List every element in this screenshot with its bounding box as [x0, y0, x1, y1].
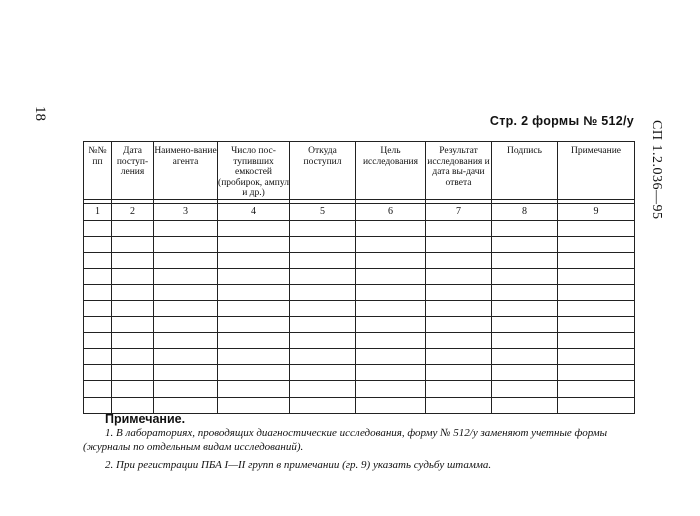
table-cell — [558, 300, 635, 316]
table-cell — [356, 349, 426, 365]
column-number: 3 — [154, 203, 218, 220]
header-cell-result: Результат исследования и дата вы-дачи ответа — [426, 142, 492, 200]
table-cell — [356, 300, 426, 316]
table-cell — [154, 236, 218, 252]
table-cell — [558, 381, 635, 397]
table-cell — [558, 284, 635, 300]
table-cell — [84, 349, 112, 365]
table-row — [84, 220, 635, 236]
table-cell — [154, 284, 218, 300]
header-cell-date: Дата поступ-ления — [112, 142, 154, 200]
table-cell — [112, 252, 154, 268]
table-cell — [290, 333, 356, 349]
table-cell — [356, 252, 426, 268]
table-cell — [492, 365, 558, 381]
table-cell — [154, 220, 218, 236]
column-number: 1 — [84, 203, 112, 220]
table-cell — [218, 365, 290, 381]
table-cell — [112, 317, 154, 333]
table-cell — [426, 349, 492, 365]
header-cell-source: Откуда поступил — [290, 142, 356, 200]
header-cell-purpose: Цель исследования — [356, 142, 426, 200]
table-cell — [154, 300, 218, 316]
table-cell — [84, 284, 112, 300]
table-row — [84, 284, 635, 300]
table-cell — [356, 236, 426, 252]
table-cell — [218, 300, 290, 316]
table-cell — [356, 284, 426, 300]
table-cell — [112, 236, 154, 252]
table-cell — [558, 236, 635, 252]
column-number: 8 — [492, 203, 558, 220]
table-row — [84, 349, 635, 365]
table-cell — [290, 381, 356, 397]
column-number: 7 — [426, 203, 492, 220]
table-cell — [426, 252, 492, 268]
table-cell — [492, 268, 558, 284]
table-cell — [84, 333, 112, 349]
table-cell — [492, 381, 558, 397]
table-cell — [154, 333, 218, 349]
header-cell-containers: Число пос-тупивших емкостей (пробирок, ампул и др.) — [218, 142, 290, 200]
header-row — [84, 142, 635, 200]
table-cell — [84, 397, 112, 413]
table-cell — [218, 252, 290, 268]
table-cell — [154, 349, 218, 365]
table-cell — [492, 252, 558, 268]
table-cell — [558, 349, 635, 365]
table-cell — [290, 317, 356, 333]
table-cell — [84, 236, 112, 252]
table-cell — [492, 397, 558, 413]
table-cell — [356, 333, 426, 349]
document-code: СП 1.2.036—95 — [649, 120, 664, 220]
table-cell — [84, 300, 112, 316]
table-cell — [558, 365, 635, 381]
table-cell — [558, 333, 635, 349]
table-cell — [112, 349, 154, 365]
register-table — [83, 141, 635, 414]
table-cell — [426, 317, 492, 333]
table-cell — [84, 365, 112, 381]
table-cell — [290, 236, 356, 252]
table-cell — [112, 284, 154, 300]
table-cell — [290, 397, 356, 413]
form-title: Стр. 2 формы № 512/у — [489, 114, 634, 128]
table-cell — [290, 300, 356, 316]
column-number: 5 — [290, 203, 356, 220]
table-cell — [356, 268, 426, 284]
table-cell — [558, 252, 635, 268]
table-cell — [356, 365, 426, 381]
table-cell — [558, 397, 635, 413]
table-cell — [154, 268, 218, 284]
header-cell-number: №№ пп — [84, 142, 112, 200]
table-cell — [356, 220, 426, 236]
table-cell — [356, 397, 426, 413]
table-cell — [492, 300, 558, 316]
table-row — [84, 365, 635, 381]
table-cell — [492, 284, 558, 300]
table-row — [84, 252, 635, 268]
table-cell — [218, 284, 290, 300]
table-cell — [84, 252, 112, 268]
table-cell — [154, 317, 218, 333]
table-cell — [426, 284, 492, 300]
column-number: 4 — [218, 203, 290, 220]
table-cell — [154, 397, 218, 413]
table-cell — [290, 252, 356, 268]
table-cell — [492, 317, 558, 333]
table-cell — [492, 333, 558, 349]
table-cell — [426, 365, 492, 381]
header-cell-agent: Наимено-вание агента — [154, 142, 218, 200]
table-cell — [84, 381, 112, 397]
table-cell — [356, 381, 426, 397]
table-cell — [112, 397, 154, 413]
table-cell — [426, 220, 492, 236]
table-cell — [218, 317, 290, 333]
table-cell — [492, 220, 558, 236]
table-row — [84, 268, 635, 284]
table-cell — [154, 365, 218, 381]
table-cell — [84, 220, 112, 236]
table-cell — [290, 365, 356, 381]
table-cell — [218, 268, 290, 284]
table-cell — [154, 252, 218, 268]
table-row — [84, 397, 635, 413]
table-cell — [492, 349, 558, 365]
table-cell — [218, 333, 290, 349]
table-cell — [426, 397, 492, 413]
table-cell — [492, 236, 558, 252]
table-cell — [426, 300, 492, 316]
note-item: 2. При регистрации ПБА I—II групп в примечании (гр. 9) указать судьбу штамма. — [105, 459, 492, 471]
table-cell — [112, 365, 154, 381]
table-row — [84, 236, 635, 252]
table-row — [84, 381, 635, 397]
table-cell — [112, 268, 154, 284]
table-row — [84, 317, 635, 333]
column-number: 9 — [558, 203, 635, 220]
table-cell — [426, 268, 492, 284]
notes-heading: Примечание. — [105, 412, 186, 426]
table-cell — [112, 381, 154, 397]
header-cell-signature: Подпись — [492, 142, 558, 200]
table-cell — [218, 381, 290, 397]
table-cell — [290, 349, 356, 365]
column-number: 6 — [356, 203, 426, 220]
table-cell — [84, 268, 112, 284]
table-cell — [426, 236, 492, 252]
column-number-row — [84, 203, 635, 220]
table-cell — [356, 317, 426, 333]
table-cell — [218, 349, 290, 365]
note-item: 1. В лабораториях, проводящих диагностические исследования, форму № 512/у заменяют учетные формы (журналы по отдельным видам исследований). — [83, 427, 608, 453]
table-cell — [218, 397, 290, 413]
table-cell — [290, 284, 356, 300]
table-cell — [154, 381, 218, 397]
page-number: 18 — [32, 106, 48, 121]
table-cell — [84, 317, 112, 333]
table-cell — [112, 220, 154, 236]
table-cell — [426, 381, 492, 397]
table-cell — [218, 236, 290, 252]
table-cell — [290, 220, 356, 236]
table-cell — [558, 317, 635, 333]
table-cell — [290, 268, 356, 284]
table-row — [84, 300, 635, 316]
table-cell — [218, 220, 290, 236]
table-cell — [112, 300, 154, 316]
header-cell-remark: Примечание — [558, 142, 635, 200]
table-cell — [558, 220, 635, 236]
column-number: 2 — [112, 203, 154, 220]
table-row — [84, 333, 635, 349]
table-cell — [558, 268, 635, 284]
notes-section — [83, 412, 643, 472]
table-cell — [112, 333, 154, 349]
table-cell — [426, 333, 492, 349]
